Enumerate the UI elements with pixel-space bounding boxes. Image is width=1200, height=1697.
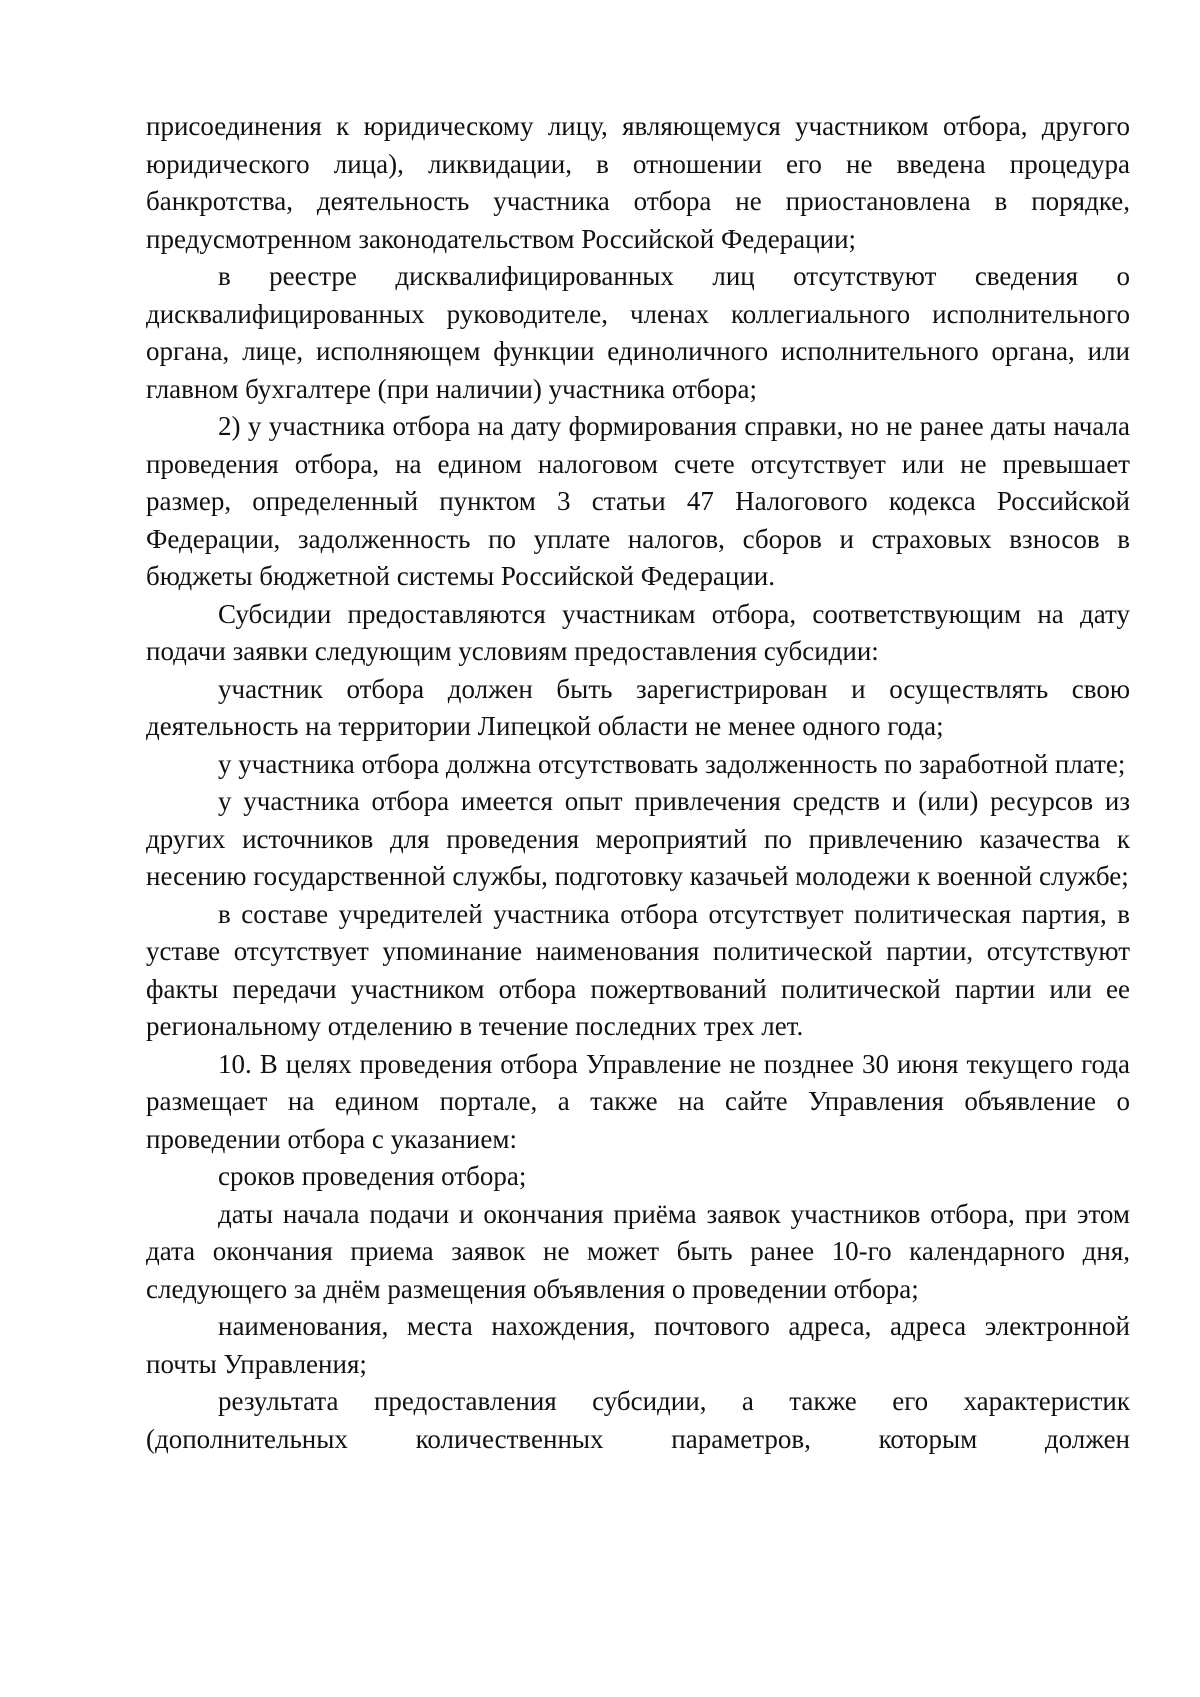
document-page <box>146 108 1130 1458</box>
paragraph-10: сроков проведения отбора; <box>218 1161 527 1191</box>
paragraph-5: участник отбора должен быть зарегистрирован и осуществлять свою деятельность на территории Липецкой области не менее одного года; <box>146 673 1130 741</box>
paragraph-2: в реестре дисквалифицированных лиц отсутствуют сведения о дисквалифицированных руководителе, членах коллегиального исполнительного органа, лице, исполняющем функции единоличного исполнительного органа, или главном бухгалтере (при наличии) участника отбора; <box>146 261 1130 404</box>
paragraph-11: даты начала подачи и окончания приёма заявок участников отбора, при этом дата окончания приема заявок не может быть ранее 10-го календарного дня, следующего за днём размещения объявления о проведении отбора; <box>146 1198 1130 1304</box>
paragraph-12: наименования, места нахождения, почтового адреса, адреса электронной почты Управления; <box>146 1311 1130 1379</box>
paragraph-8: в составе учредителей участника отбора отсутствует политическая партия, в уставе отсутствует упоминание наименования политической партии, отсутствуют факты передачи участником отбора пожертвований политической партии или ее региональному отделению в течение последних трех лет. <box>146 898 1130 1041</box>
paragraph-6: у участника отбора должна отсутствовать задолженность по заработной плате; <box>218 748 1126 779</box>
paragraph-13: результата предоставления субсидии, а также его характеристик (дополнительных количественных параметров, которым должен <box>146 1386 1130 1454</box>
paragraph-3: 2) у участника отбора на дату формирования справки, но не ранее даты начала проведения отбора, на едином налоговом счете отсутствует или не превышает размер, определенный пунктом 3 статьи 47 Налогового кодекса Российской Федерации, задолженность по уплате налогов, сборов и страховых взносов в бюджеты бюджетной системы Российской Федерации. <box>146 411 1130 591</box>
paragraph-7: у участника отбора имеется опыт привлечения средств и (или) ресурсов из других источников для проведения мероприятий по привлечению казачества к несению государственной службы, подготовку казачьей молодежи к военной службе; <box>146 786 1130 891</box>
paragraph-4: Субсидии предоставляются участникам отбора, соответствующим на дату подачи заявки следующим условиям предоставления субсидии: <box>146 598 1130 666</box>
paragraph-9: 10. В целях проведения отбора Управление не позднее 30 июня текущего года размещает на едином портале, а также на сайте Управления объявление о проведении отбора с указанием: <box>146 1048 1130 1154</box>
paragraph-1: присоединения к юридическому лицу, являющемуся участником отбора, другого юридического лица), ликвидации, в отношении его не введена процедура банкротства, деятельность участника отбора не приостановлена в порядке, предусмотренном законодательством Российской Федерации; <box>146 111 1130 254</box>
